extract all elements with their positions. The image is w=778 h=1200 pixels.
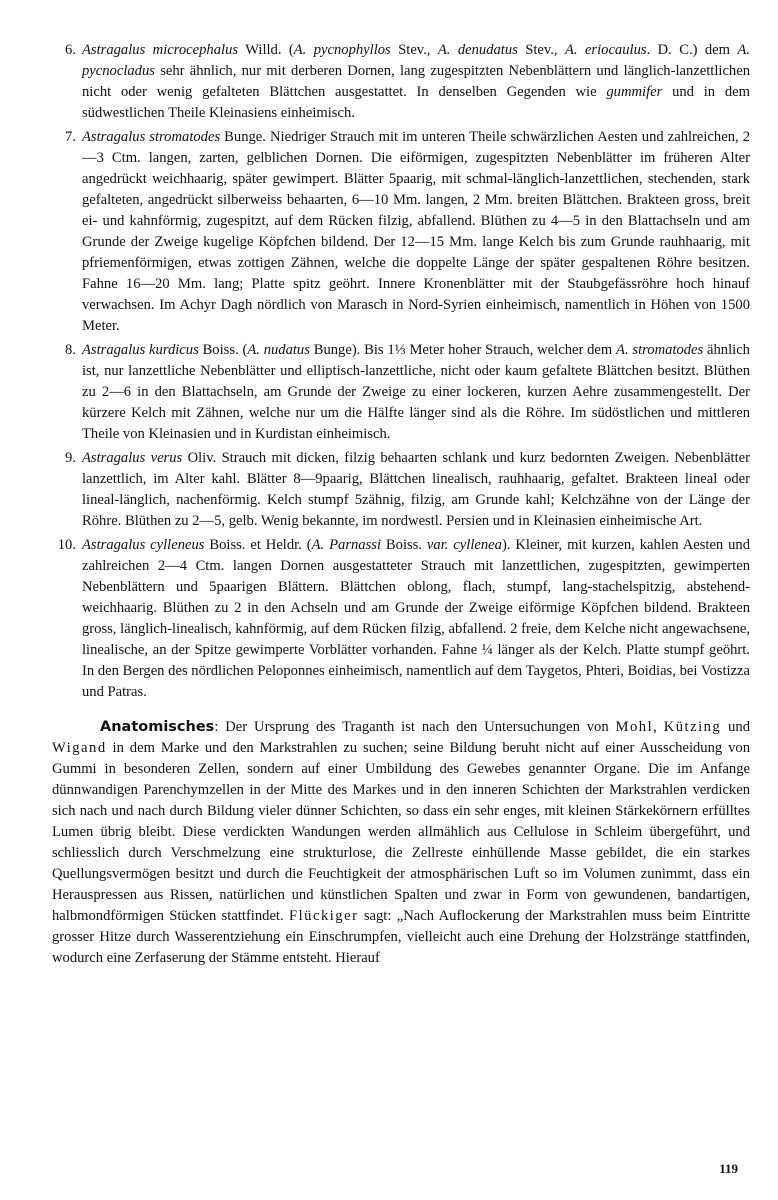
entry-number: 9. bbox=[65, 450, 76, 466]
synonym: A. stromatodes bbox=[616, 342, 704, 358]
entry-text: Bunge). Bis 1⅓ Meter hoher Strauch, welcher dem bbox=[309, 342, 617, 358]
synonym: A. denudatus bbox=[437, 42, 518, 58]
species-entry-9 bbox=[52, 448, 750, 532]
entry-number: 10. bbox=[57, 537, 76, 553]
entry-text: Boiss. ( bbox=[198, 342, 248, 358]
section-text: in dem Marke und den Markstrahlen zu suchen; seine Bildung beruht nicht auf einer Ausscheidung von Gummi in besonderen Zellen, sondern auf einer Umbildung des Gewebes genannter Organe. Die im Anfange dünnwandigen Parenchymzellen in der Mitte des Markes und in den inneren Schichten der Markstrahlen verdicken sich nach und nach durch Bildung vieler dünner Schichten, so dass ein sehr enges, mit kleinen Stärkekörnern erfülltes Lumen übrig bleibt. Diese verdickten Wandungen werden allmählich aus Cellulose in Schleim übergeführt, und schliesslich durch Verschmelzung eine strukturlose, die Zellreste einhüllende Masse gebildet, die ein starkes Quellungsvermögen besitzt und durch die Feuchtigkeit der atmosphärischen Luft so im Volumen zunimmt, dass ein Herauspressen aus Rissen, natürlichen und künstlichen Spalten und zwar in Form von gewundenen, bandartigen, halbmondförmigen Stücken stattfindet. bbox=[52, 740, 750, 924]
synonym: A. nudatus bbox=[247, 342, 310, 358]
synonym: A. Parnassi bbox=[311, 537, 382, 553]
entry-text: . D. C.) dem bbox=[646, 42, 738, 58]
species-name: Astragalus verus bbox=[82, 450, 183, 466]
species-name: Astragalus kurdicus bbox=[82, 342, 199, 358]
entry-text: Willd. ( bbox=[238, 42, 294, 58]
species-name: Astragalus cylleneus bbox=[82, 537, 205, 553]
species-entry-10 bbox=[52, 535, 750, 703]
entry-number: 6. bbox=[65, 42, 76, 58]
entry-number: 8. bbox=[65, 342, 76, 358]
section-heading: Anatomisches bbox=[100, 719, 215, 735]
synonym: A. pycnophyllos bbox=[293, 42, 391, 58]
author-name: Mohl bbox=[615, 719, 654, 735]
species-entry-8 bbox=[52, 340, 750, 445]
author-name: Wigand bbox=[52, 740, 107, 756]
entry-text: Boiss. bbox=[381, 537, 427, 553]
section-text: : Der Ursprung des Traganth ist nach den Untersuchungen von bbox=[214, 719, 616, 735]
synonym: A. pycnocladus bbox=[82, 42, 750, 79]
section-text: , bbox=[653, 719, 664, 735]
entry-text: Bunge. Niedriger Strauch mit im unteren Theile schwärzlichen Aesten und zahlreichen, 2—3 Ctm. langen, zarten, gelblichen Dornen. Die eiförmigen, zugespitzten Nebenblätter im früheren Alter angedrückt weichhaarig, später gewimpert. Blätter 5paarig, mit schmal-länglich-lanzettlichen, stechenden, stark gefalteten, angedrückt silberweiss behaarten, 6—10 Mm. langen, 2 Mm. breiten Blättchen. Brakteen gross, breit ei- und kahnförmig, zugespitzt, auf dem Rücken filzig, abfallend. Blüthen zu 4—5 in den Blattachseln und am Grunde der Zweige kugelige Köpfchen bildend. Der 12—15 Mm. lange Kelch bis zum Grunde rauhhaarig, mit pfriemenförmigen, etwas zottigen Zähnen, welche die doppelte Länge der später gespaltenen Röhre besitzen. Fahne 16—20 Mm. lang; Platte spitz geöhrt. Innere Kronenblätter mit der Staubgefässröhre hoch hinauf verwachsen. Im Achyr Dagh nördlich von Marasch in Nord-Syrien einheimisch, namentlich in Höhen von 1500 Meter. bbox=[82, 129, 750, 334]
entry-text: Boiss. et Heldr. ( bbox=[204, 537, 312, 553]
synonym: var. cyllenea bbox=[426, 537, 502, 553]
section-text: sagt: „Nach Auflockerung der Markstrahlen muss beim Eintritte grosser Hitze durch Wasserentziehung ein Einschrumpfen, vielleicht auch eine Drehung der Holzstränge stattfinden, wodurch eine Zerfaserung der Stämme entsteht. Hierauf bbox=[52, 908, 750, 966]
entry-text: Stev., bbox=[390, 42, 438, 58]
species-list bbox=[52, 40, 750, 703]
synonym: A. eriocaulus bbox=[564, 42, 647, 58]
species-entry-7 bbox=[52, 127, 750, 337]
anatomy-section bbox=[52, 717, 750, 969]
page-number: 119 bbox=[719, 1161, 738, 1176]
entry-text: Oliv. Strauch mit dicken, filzig behaarten schlank und kurz bedornten Zweigen. Nebenblätter lanzettlich, im Alter kahl. Blätter 8—9paarig, Blättchen linealisch, rauhhaarig, gefaltet. Brakteen lineal oder lineal-länglich, nachenförmig. Kelch stumpf 5zähnig, filzig, am Grunde kahl; Kelchzähne von der Länge der Röhre. Blüthen zu 2—5, gelb. Wenig bekannte, im nordwestl. Persien und in Kleinasien einheimische Art. bbox=[82, 450, 750, 529]
entry-text: sehr ähnlich, nur mit derberen Dornen, lang zugespitzten Nebenblättern und länglich-lanzettlichen nicht oder wenig gefalteten Blättchen ausgestattet. In denselben Gegenden wie bbox=[82, 63, 750, 100]
entry-text: ähnlich ist, nur lanzettliche Nebenblätter und elliptisch-lanzettliche, nicht oder kaum gefaltete Blättchen besitzt. Blüthen zu 2—6 in den Blattachseln, am Grunde der Zweige zu einer lockeren, kurzen Aehre zusammengestellt. Der kürzere Kelch mit Zähnen, welche nur um die Hälfte länger sind als die Röhre. Im südöstlichen und mittleren Theile von Kleinasien und in Kurdistan einheimisch. bbox=[82, 342, 750, 442]
species-name: Astragalus microcephalus bbox=[82, 42, 239, 58]
author-name: Kützing bbox=[663, 719, 722, 735]
entry-number: 7. bbox=[65, 129, 76, 145]
species-entry-6 bbox=[52, 40, 750, 124]
section-text: und bbox=[721, 719, 751, 735]
entry-text: Stev., bbox=[517, 42, 565, 58]
entry-text: ). Kleiner, mit kurzen, kahlen Aesten und zahlreichen 2—4 Ctm. langen Dornen ausgestatteter Strauch mit lanzettlichen, zugespitzten, gewimperten Nebenblättern und 5paarigen Blättern. Blättchen oblong, flach, stumpf, lang-stachelspitzig, abstehend-weichhaarig. Blüthen zu 2 in den Achseln und am Grunde der Zweige eiförmige Köpfchen bildend. Brakteen gross, länglich-linealisch, kahnförmig, auf dem Rücken filzig, abfallend. 2 freie, dem Kelche nicht angewachsene, linealische, an der Spitze gewimperte Vorblätter vorhanden. Fahne ¼ länger als der Kelch. Platte stumpf geöhrt. In den Bergen des nördlichen Peloponnes einheimisch, namentlich auf dem Taygetos, Phteri, Boidias, bei Vostizza und Patras. bbox=[82, 537, 751, 700]
entry-text: und in dem südwestlichen Theile Kleinasiens einheimisch. bbox=[82, 84, 750, 121]
author-name: Flückiger bbox=[289, 908, 359, 924]
species-name: Astragalus stromatodes bbox=[82, 129, 221, 145]
synonym: gummifer bbox=[606, 84, 663, 100]
